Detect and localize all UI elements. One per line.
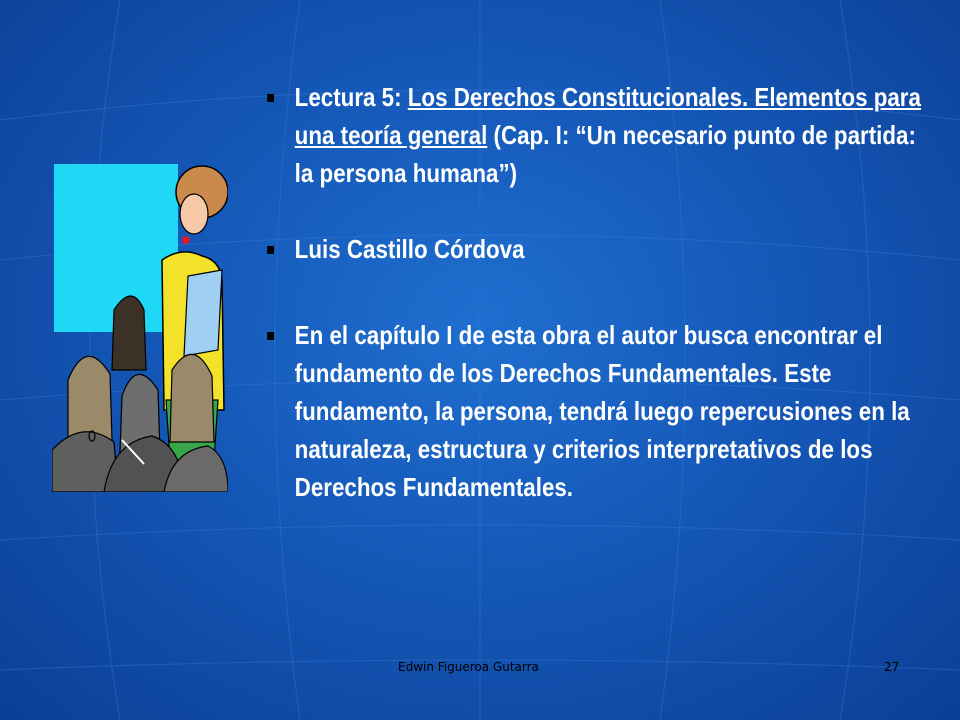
reading-prefix: Lectura 5: <box>294 82 408 112</box>
bullet-marker <box>267 94 274 102</box>
bullet-marker <box>267 332 274 340</box>
author-name: Luis Castillo Córdova <box>294 234 525 264</box>
page-number: 27 <box>884 660 900 674</box>
reading-title-link[interactable]: Los Derechos Constitucionales. Elementos para una teoría general <box>294 82 921 150</box>
teacher-with-students-illustration <box>52 160 228 492</box>
bullet-marker <box>267 246 274 254</box>
footer-author: Edwin Figueroa Gutarra <box>398 660 539 674</box>
bullet-list <box>262 78 921 506</box>
summary-text: En el capítulo I de esta obra el autor busca encontrar el fundamento de los Derechos Fundamentales. Este fundamento, la persona, tendrá luego repercusiones en la naturaleza, estructura y criterios interpretativos de los Derechos Fundamentales. <box>294 320 910 502</box>
reading-suffix: (Cap. I: “Un necesario punto de partida: la persona humana”) <box>294 120 916 188</box>
bullet-item-author <box>262 230 935 316</box>
bullet-item-reading <box>262 78 935 230</box>
bullet-item-summary <box>262 316 935 506</box>
